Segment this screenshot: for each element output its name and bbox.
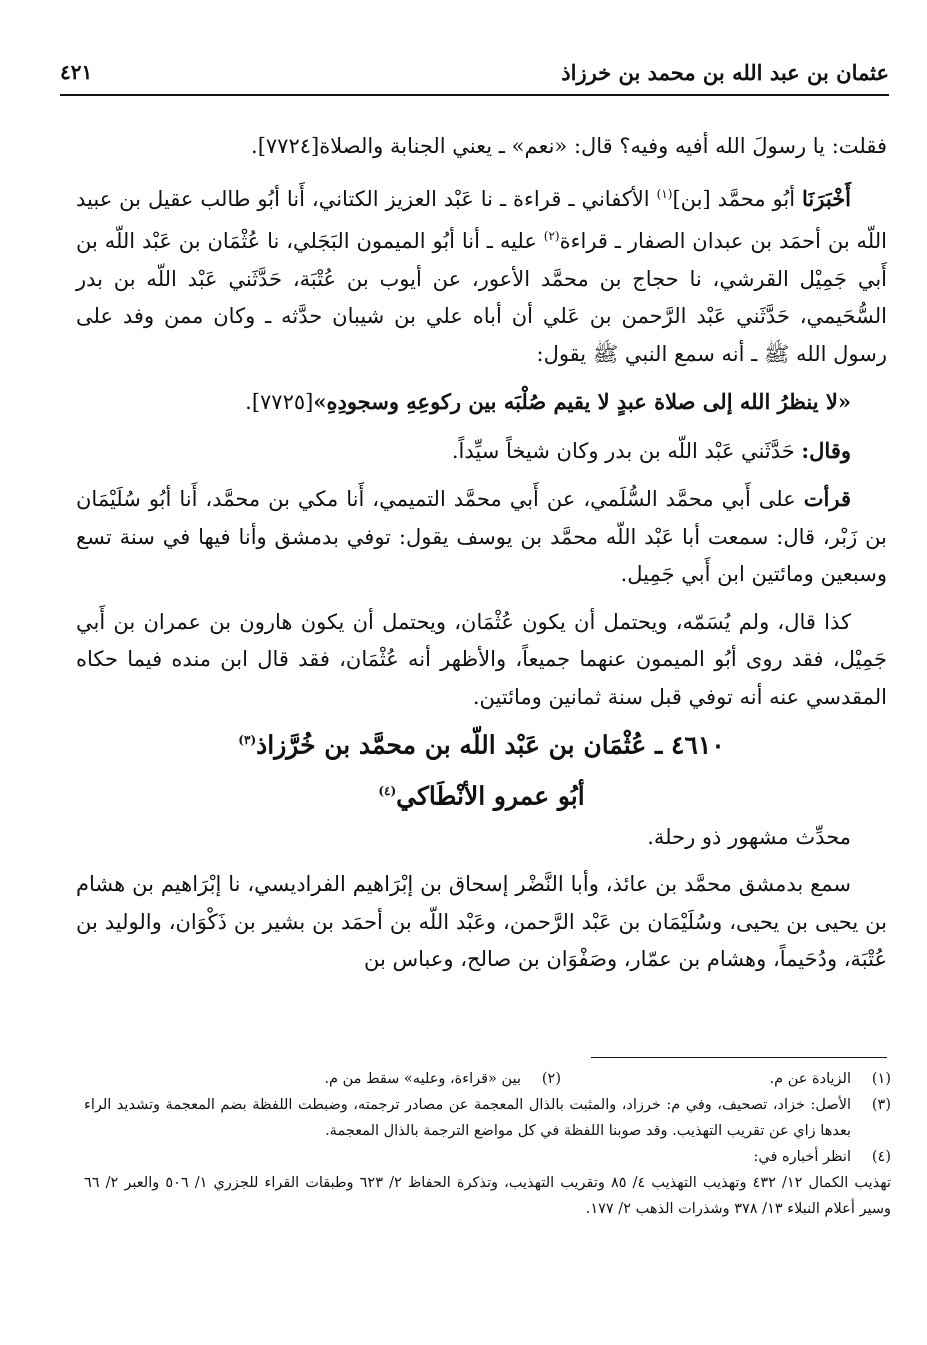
read-lead-word: قرأت — [803, 486, 851, 511]
footnote-ref-3[interactable]: (٣) — [238, 733, 257, 747]
footnote-3 — [84, 1092, 891, 1144]
paragraph-1: فقلت: يا رسولَ الله أفيه وفيه؟ قال: «نعم» ـ يعني الجنابة والصلاة[٧٧٢٤]. — [251, 134, 887, 158]
footnote-1-number: (١) — [871, 1071, 891, 1087]
hadith-quote: «لا ينظرُ الله إلى صلاة عبدٍ لا يقيم صُلْبَه بين ركوعِهِ وسجودِهِ» — [313, 389, 851, 414]
footnote-row-1-2 — [84, 1066, 891, 1092]
paragraph-2 — [76, 176, 887, 374]
footnote-2-number: (٢) — [541, 1071, 561, 1087]
hadith-quote-paragraph — [76, 383, 887, 422]
footnote-4-sources: تهذيب الكمال ١٢/ ٤٣٢ وتهذيب التهذيب ٤/ ٨٥ وتقريب التهذيب، وتذكرة الحفاظ ٢/ ٦٢٣ وطبقات القراء للجزري ١/ ٥٠٦ والعبر ٢/ ٦٦ وسير أعلام النبلاء ١٣/ ٣٧٨ وشذرات الذهب ٢/ ١٧٧. — [84, 1175, 891, 1217]
page-number: ٤٢١ — [60, 60, 93, 84]
paragraph-2-part-a: أبُو محمَّد [بن] — [672, 186, 803, 211]
paragraph-5-text: على أَبي محمَّد السُّلَمي، عن أَبي محمَّد التميمي، أَنا مكي بن محمَّد، أَنا أبُو سُلَيْمَان بن زَبْر، قال: سمعت أبا عَبْد اللّه محمَّد بن يوسف يقول: توفي بدمشق وأنا فيها في سنة تسع وسبعين ومائتين ابن أَبي جَمِيل. — [76, 487, 887, 586]
paragraph-6: كذا قال، ولم يُسَمّه، ويحتمل أن يكون عُثْمَان، ويحتمل أن يكون هارون بن عمران بن أَبي جَمِيْل، فقد روى أبُو الميمون عنهما جميعاً، والأظهر أنه عُثْمَان، فقد قال ابن منده فيما حكاه المقدسي عنه أنه توفي قبل سنة ثمانين ومائتين. — [76, 609, 887, 709]
biography-subtitle-text: أبُو عمرو الأنْطَاكي — [396, 781, 585, 811]
biography-title-text: ٤٦١٠ ـ عُثْمَان بن عَبْد اللّه بن محمَّد بن خُرَّزاذ — [256, 730, 725, 760]
said-lead-word: وقال: — [801, 437, 851, 463]
paragraph-2-part-b: الأكفاني ـ قراءة ـ نا عَبْد العزيز الكتاني، أَنا أبُو طالب عقيل بن عبيد اللّه بن أحمَد بن عبدان الصفار ـ قراءة — [76, 186, 887, 253]
biography-subtitle — [76, 769, 887, 818]
footnotes — [84, 1066, 891, 1222]
footnote-4 — [84, 1144, 891, 1170]
paragraph-7: محدِّث مشهور ذو رحلة. — [647, 824, 851, 849]
footnote-4-number: (٤) — [871, 1149, 891, 1165]
footnote-3-text: الأصل: خزاد، تصحيف، وفي م: خرزاد، والمثبت بالذال المعجمة عن مصادر ترجمته، وضبطت اللفظة بضم المعجمة وتشديد الراء بعدها زاي عن تقريب التهذيب. وقد صوبنا اللفظة في كل مواضع الترجمة بالذال المعجمة. — [84, 1097, 851, 1139]
footnote-3-number: (٣) — [871, 1097, 891, 1113]
paragraph-5 — [76, 480, 887, 594]
page-header — [60, 50, 889, 96]
running-title: عثمان بن عبد الله بن محمد بن خرزاذ — [561, 59, 889, 85]
footnote-2 — [324, 1066, 561, 1092]
footnote-ref-2[interactable]: (٢) — [543, 229, 560, 243]
footnote-1 — [561, 1066, 891, 1092]
footnote-1-text: الزيادة عن م. — [769, 1071, 851, 1087]
footnote-divider — [591, 1057, 887, 1058]
paragraph-4-text: حَدَّثَني عَبْد اللّه بن بدر وكان شيخاً سيِّداً. — [451, 438, 802, 463]
hadith-number: [٧٧٢٥]. — [245, 390, 314, 414]
footnote-4-text: انظر أخباره في: — [753, 1149, 851, 1165]
paragraph-2-part-c: عليه ـ أنا أبُو الميمون البَجَلي، نا عُثْمَان بن عَبْد اللّه بن أَبي جَمِيْل القرشي، نا حجاج بن محمَّد الأعور، عن أيوب بن عُتْبَة، حَدَّثَني عَبْد اللّه بن بدر السُّحَيمي، حَدَّثَني عَبْد الرَّحمن بن عَلي أن أباه علي بن شيبان حدَّثه ـ وكان ممن وفد على رسول الله ﷺ ـ أنه سمع النبي ﷺ يقول: — [76, 229, 887, 366]
footnote-2-text: بين «قراءة، وعليه» سقط من م. — [324, 1071, 521, 1087]
paragraph-8: سمع بدمشق محمَّد بن عائذ، وأبا النَّضْر إسحاق بن إبْرَاهيم الفراديسي، نا إبْرَاهيم بن هشام بن يحيى بن يحيى، وسُلَيْمَان بن عَبْد الرَّحمن، وعَبْد اللّه بن أحمَد بن بشير بن ذَكْوَان، والوليد بن عُتْبَة، ودُحَيماً، وهشام بن عمّار، وصَفْوَان بن صالح، وعباس بن — [76, 872, 887, 972]
footnote-ref-4[interactable]: (٤) — [378, 784, 397, 799]
biography-title — [76, 716, 887, 769]
main-text — [76, 128, 887, 979]
paragraph-4 — [76, 432, 887, 471]
chain-lead-word: أَخْبَرَنَا — [802, 185, 852, 211]
footnote-ref-1[interactable]: (١) — [656, 186, 673, 201]
